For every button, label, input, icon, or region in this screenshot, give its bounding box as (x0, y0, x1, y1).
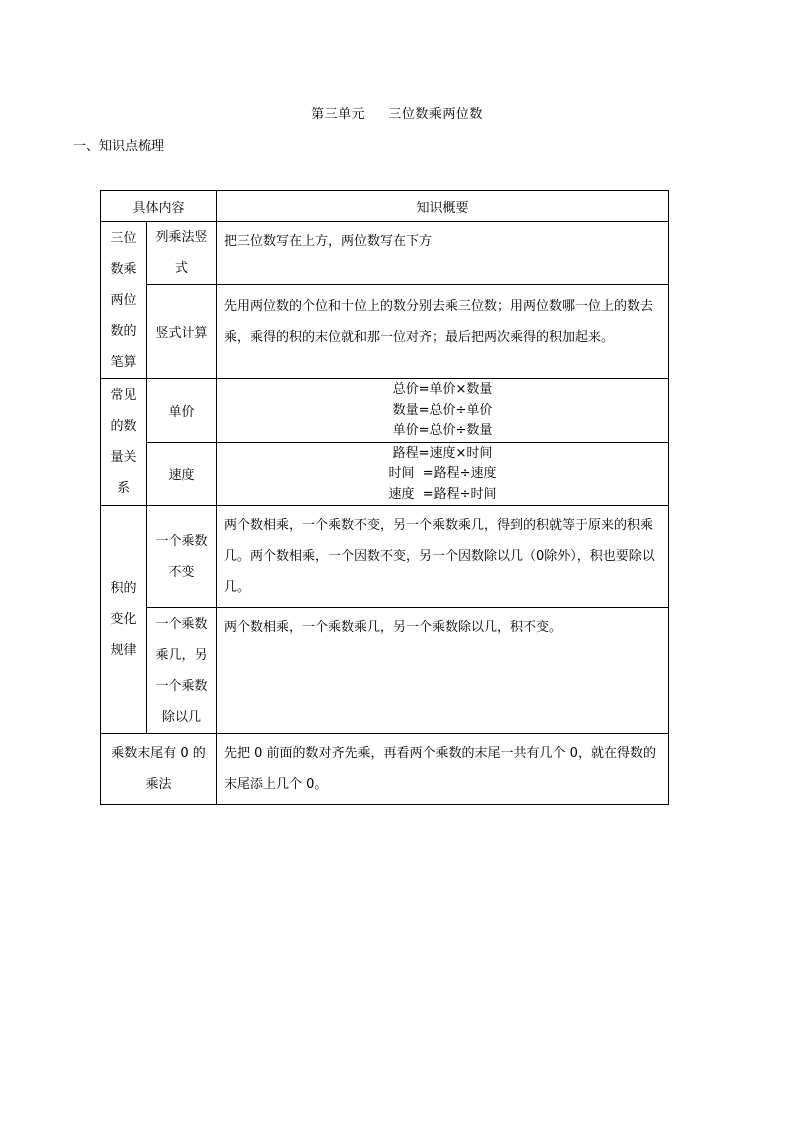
formula-speed: 速度 =路程÷时间 (388, 486, 497, 502)
content-vertical-calc: 先用两位数的个位和十位上的数分别去乘三位数；用两位数哪一位上的数去乘，乘得的积的末位就和那一位对齐；最后把两次乘得的积加起来。 (217, 285, 669, 379)
group-label-written-calc: 三位 数乘 两位 数的 笔算 (101, 222, 147, 379)
table-row (101, 379, 669, 443)
table-row (101, 506, 669, 608)
table-row (101, 222, 669, 285)
table-row (101, 608, 669, 734)
sub-label-speed: 速度 (147, 442, 217, 506)
formulas-speed (217, 442, 669, 506)
page-title: 第三单元 三位数乘两位数 (311, 107, 483, 122)
table-row (101, 285, 669, 379)
header-content-type: 具体内容 (101, 191, 217, 222)
formulas-unit-price (217, 379, 669, 443)
sub-label-one-factor-unchanged: 一个乘数 不变 (147, 506, 217, 608)
group-label-product-change-rules: 积的 变化 规律 (101, 506, 147, 734)
table-row (101, 734, 669, 805)
sub-label-multiply-divide: 一个乘数 乘几，另 一个乘数 除以几 (147, 608, 217, 734)
content-vertical-form: 把三位数写在上方，两位数写在下方 (217, 222, 669, 285)
formula-total-price: 总价=单价×数量 (392, 382, 493, 397)
label-trailing-zero-multiplication: 乘数末尾有 0 的 乘法 (101, 734, 217, 805)
formula-distance: 路程=速度×时间 (392, 445, 493, 461)
formula-quantity: 数量=总价÷单价 (392, 402, 493, 418)
table-row (101, 442, 669, 506)
content-multiply-divide: 两个数相乘，一个乘数乘几，另一个乘数除以几，积不变。 (217, 608, 669, 734)
header-knowledge-summary: 知识概要 (217, 191, 669, 222)
section-heading: 一、知识点梳理 (73, 139, 165, 154)
group-label-quantity-relations: 常见 的数 量关 系 (101, 379, 147, 506)
content-trailing-zero-multiplication: 先把 0 前面的数对齐先乘，再看两个乘数的末尾一共有几个 0，就在得数的末尾添上几个 0。 (217, 734, 669, 805)
sub-label-vertical-form: 列乘法竖 式 (147, 222, 217, 285)
table-header-row (101, 191, 669, 222)
content-one-factor-unchanged: 两个数相乘，一个乘数不变，另一个乘数乘几，得到的积就等于原来的积乘几。两个数相乘，一个因数不变，另一个因数除以几（0除外），积也要除以几。 (217, 506, 669, 608)
knowledge-table (100, 190, 669, 805)
sub-label-unit-price: 单价 (147, 379, 217, 443)
formula-time: 时间 =路程÷速度 (388, 466, 497, 481)
sub-label-vertical-calc: 竖式计算 (147, 285, 217, 379)
formula-unit-price: 单价=总价÷数量 (392, 423, 493, 438)
